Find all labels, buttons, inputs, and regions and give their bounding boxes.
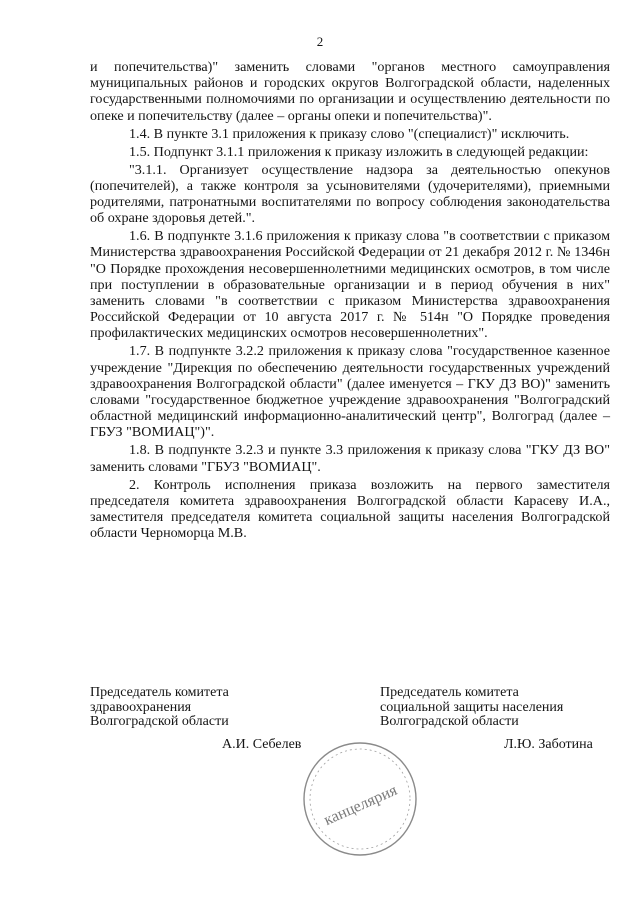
paragraph: "3.1.1. Организует осуществление надзора за деятельностью опекунов (попечителей), а также контроля за усыновителями (удочерителями), приемными родителями, патронатными воспитателями по вопросу соблюдения законодательства об охране здоровья детей.". [90, 161, 610, 227]
right-signatory-name: Л.Ю. Заботина [504, 737, 593, 752]
paragraph: и попечительства)" заменить словами "органов местного самоуправления муниципальных районов и городских округов Волгоградской области, наделенных государственными полномочиями по организации и осуществлению деятельности по опеке и попечительству (далее – органы опеки и попечительства)". [90, 59, 610, 124]
signature-title-line: Председатель комитета [380, 685, 519, 700]
signature-title-line: социальной защиты населения [380, 699, 564, 715]
signature-title-line: здравоохранения [90, 699, 192, 715]
page-number: 2 [316, 34, 324, 49]
office-stamp [301, 740, 419, 858]
stamp-label: канцелярия [321, 781, 400, 830]
signature-title-line: Волгоградской области [90, 714, 229, 730]
paragraph: 1.5. Подпункт 3.1.1 приложения к приказу изложить в следующей редакции: [129, 143, 589, 160]
paragraph: 1.6. В подпункте 3.1.6 приложения к приказу слова "в соответствии с приказом Министерства здравоохранения Российской Федерации от 21 декабря 2012 г. № 1346н "О Порядке прохождения несовершеннолетними медицинских осмотров, в том числе при поступлении в образовательные организации и в период обучения в них" заменить словами "в соответствии с приказом Министерства здравоохранения Российской Федерации от 10 августа 2017 г. № 514н "О Порядке проведения профилактических медицинских осмотров несовершеннолетних". [90, 228, 610, 342]
paragraph: 1.8. В подпункте 3.2.3 и пункте 3.3 приложения к приказу слова "ГКУ ДЗ ВО" заменить словами "ГБУЗ "ВОМИАЦ". [90, 442, 610, 475]
left-signature-title [90, 686, 229, 730]
left-signatory-name: А.И. Себелев [222, 737, 302, 752]
paragraph: 1.7. В подпункте 3.2.2 приложения к приказу слова "государственное казенное учреждение "Дирекция по обеспечению деятельности государственных учреждений здравоохранения Волгоградской области" (далее именуется – ГКУ ДЗ ВО)" заменить словами "государственное бюджетное учреждение здравоохранения "Волгоградский областной медицинский информационно-аналитический центр", Волгоград (далее – ГБУЗ "ВОМИАЦ")". [90, 343, 610, 441]
paragraph: 2. Контроль исполнения приказа возложить на первого заместителя председателя комитета здравоохранения Волгоградской области Карасеву И.А., заместителя председателя комитета социальной защиты населения Волгоградской области Черноморца М.В. [90, 476, 610, 542]
document-body [90, 59, 610, 543]
signature-title-line: Председатель комитета [90, 685, 229, 700]
paragraph: 1.4. В пункте 3.1 приложения к приказу слово "(специалист)" исключить. [129, 125, 570, 142]
signature-title-line: Волгоградской области [380, 714, 519, 730]
right-signature-title [380, 686, 563, 730]
